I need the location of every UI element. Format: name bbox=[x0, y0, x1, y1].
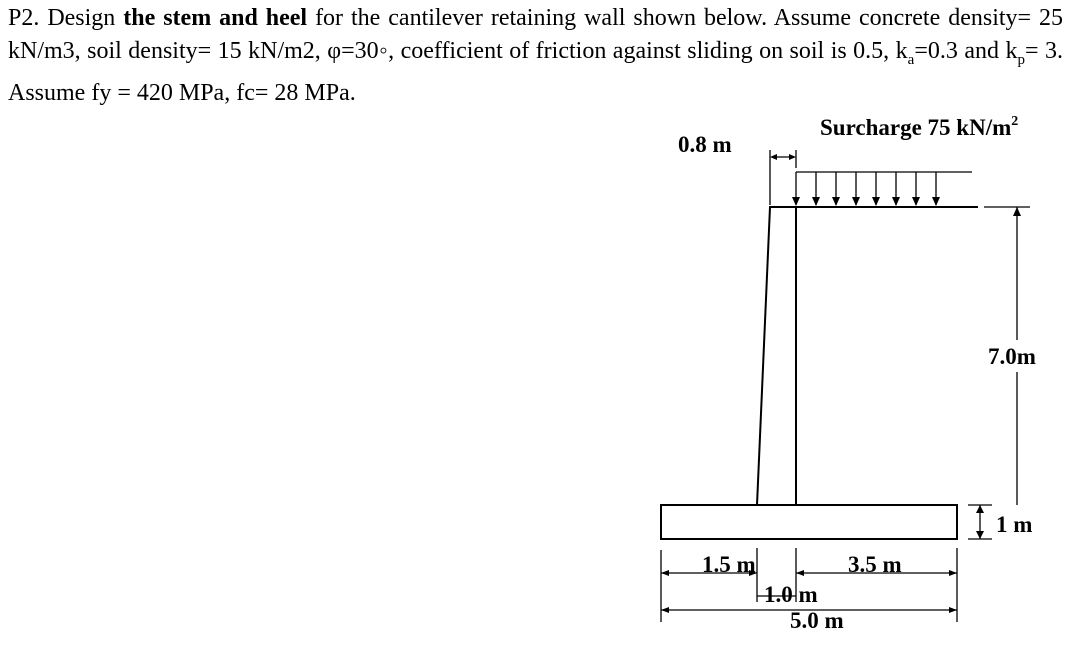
label-stem-base: 1.0 m bbox=[764, 582, 818, 607]
top-width-dimension bbox=[770, 150, 796, 205]
problem-number: P2. bbox=[8, 5, 40, 31]
ka-subscript: a bbox=[907, 51, 915, 68]
surcharge-load bbox=[792, 172, 972, 206]
label-total-base: 5.0 m bbox=[790, 608, 844, 633]
stem bbox=[757, 207, 796, 505]
problem-pre: Design bbox=[47, 5, 116, 31]
label-height: 7.0m bbox=[988, 344, 1036, 369]
label-toe: 1.5 m bbox=[702, 552, 756, 577]
label-heel: 3.5 m bbox=[848, 552, 902, 577]
problem-tail: = 3. Assume fy = 420 MPa, fc= 28 MPa. bbox=[8, 38, 1063, 106]
base-slab bbox=[661, 505, 957, 539]
label-surcharge bbox=[820, 114, 1018, 140]
base-thickness-dimension bbox=[968, 505, 992, 539]
kp-subscript: p bbox=[1017, 51, 1025, 68]
problem-emphasis: the stem and heel bbox=[123, 5, 308, 31]
label-base-thickness: 1 m bbox=[996, 512, 1033, 537]
ka-value: =0.3 and k bbox=[914, 38, 1018, 64]
problem-body: for the cantilever retaining wall shown below. Assume concrete density= 25 kN/m3, soil density= 15 kN/m2, φ=30◦, coefficient of friction against sliding on soil is 0.5, k bbox=[8, 5, 1064, 64]
label-surcharge-text: Surcharge 75 kN/m bbox=[820, 115, 1012, 140]
label-surcharge-exp: 2 bbox=[1011, 114, 1019, 129]
label-top-width: 0.8 m bbox=[678, 132, 732, 157]
